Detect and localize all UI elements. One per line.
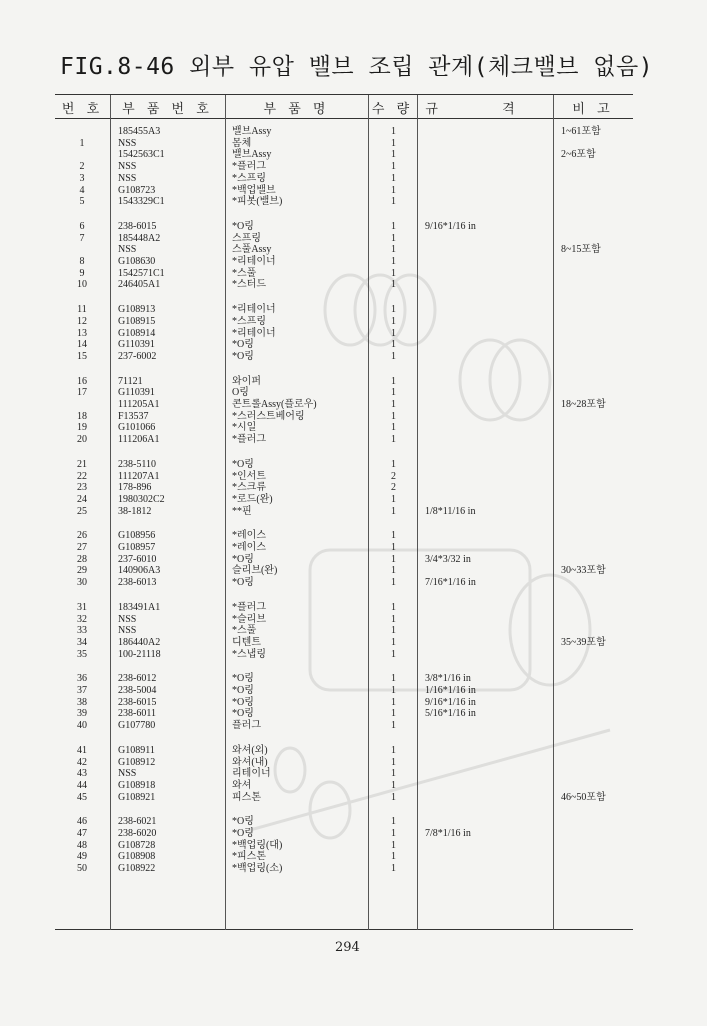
row-qty: 1 [391,184,396,196]
row-part-name: *스프링 [232,172,266,184]
row-qty: 1 [391,327,396,339]
row-spec: 9/16*1/16 in [425,220,476,232]
row-no: 50 [77,863,87,875]
row-remark: 1~61포함 [561,126,601,137]
row-no: 6 [79,220,85,232]
row-remark: 35~39포함 [561,636,606,648]
row-part-no: G101066 [118,422,156,434]
row-no: 4 [79,184,85,196]
row-no: 31 [77,601,87,613]
header-qty: 수 량 [371,102,414,117]
row-no: 1 [79,137,85,149]
row-part-no: G108911 [118,744,155,756]
row-no: 49 [77,851,87,863]
row-part-name: 피스톤 [232,791,261,803]
row-qty: 1 [391,387,396,399]
row-part-name: *리테이너 [232,304,276,316]
row-part-no: 71121 [118,375,143,387]
row-part-no: G108912 [118,756,156,768]
column-divider [110,95,111,930]
row-part-name: *백업밸브 [232,184,276,196]
row-part-name: 밸브Assy [232,126,272,137]
row-part-no: 237-6002 [118,350,157,362]
row-qty: 1 [391,708,396,720]
row-part-no: G110391 [118,339,155,351]
header-bottom-rule [55,118,633,119]
row-part-name: *스프링 [232,315,266,327]
row-qty: 1 [391,613,396,625]
row-part-no: G108922 [118,863,156,875]
header-no: 번 호 [61,102,104,117]
row-qty: 1 [391,744,396,756]
row-qty: 1 [391,791,396,803]
header-part-name: 부 품 명 [263,102,330,117]
row-part-name: *O링 [232,220,254,232]
row-remark: 18~28포함 [561,399,606,410]
row-part-name: O링 [232,387,249,399]
row-no: 15 [77,350,87,362]
row-part-name: 플러그 [232,720,261,732]
row-part-name: *O링 [232,685,254,696]
row-part-no: G108918 [118,779,156,791]
row-part-name: *O링 [232,577,254,589]
row-part-no: NSS [118,244,137,256]
row-spec: 9/16*1/16 in [425,696,476,708]
row-no: 22 [77,470,87,482]
row-part-no: 186440A2 [118,636,161,648]
row-qty: 1 [391,553,396,565]
row-part-no: NSS [118,625,137,637]
row-qty: 1 [391,565,396,577]
column-divider [225,95,226,930]
row-qty: 1 [391,851,396,863]
row-part-no: G108913 [118,304,156,316]
row-part-name: *리테이너 [232,256,276,267]
row-part-name: *O링 [232,458,254,470]
row-no: 7 [79,232,85,244]
row-part-name: *스냅링 [232,648,266,660]
row-no: 21 [77,458,87,470]
row-no: 47 [77,828,87,839]
row-part-name: *피스톤 [232,851,266,863]
row-qty: 1 [391,375,396,387]
row-part-name: *스풀 [232,625,257,637]
row-no: 9 [79,267,85,279]
row-spec: 7/16*1/16 in [425,577,476,589]
header-spec: 규 격 [425,102,545,117]
row-qty: 1 [391,315,396,327]
row-no: 45 [77,791,87,803]
row-part-no: 238-6020 [118,828,157,839]
row-no: 32 [77,613,87,625]
row-part-name: *시일 [232,422,257,434]
row-part-no: 111205A1 [118,399,160,410]
row-part-name: *리테이너 [232,327,276,339]
row-part-no: G108914 [118,327,156,339]
row-part-no: 111207A1 [118,470,160,482]
row-qty: 1 [391,256,396,267]
table-bottom-rule [55,929,633,930]
row-part-name: *백업링(대) [232,839,283,851]
row-no: 46 [77,816,87,828]
row-no: 48 [77,839,87,851]
row-no: 43 [77,768,87,780]
row-part-name: *스풀 [232,267,257,279]
row-qty: 2 [391,482,396,494]
row-no: 13 [77,327,87,339]
row-no: 8 [79,256,85,267]
row-remark: 8~15포함 [561,244,601,256]
row-qty: 1 [391,232,396,244]
row-part-name: 와이퍼 [232,375,261,387]
row-qty: 1 [391,149,396,161]
row-part-no: 238-5004 [118,685,157,696]
row-qty: 1 [391,493,396,505]
row-part-name: 디텐트 [232,636,261,648]
row-part-no: 246405A1 [118,279,161,291]
row-qty: 1 [391,636,396,648]
row-part-no: 185455A3 [118,126,161,137]
row-part-no: 100-21118 [118,648,161,660]
row-part-name: *O링 [232,816,254,828]
row-part-no: 238-6013 [118,577,157,589]
row-no: 14 [77,339,87,351]
row-part-no: NSS [118,161,137,173]
row-part-no: G108908 [118,851,156,863]
header-part-no: 부 품 번 호 [122,102,213,117]
row-part-name: 몸체 [232,137,252,149]
row-no: 19 [77,422,87,434]
row-no: 12 [77,315,87,327]
row-qty: 1 [391,768,396,780]
row-no: 39 [77,708,87,720]
row-part-name: *인서트 [232,470,266,482]
row-qty: 1 [391,673,396,685]
row-qty: 1 [391,577,396,589]
row-no: 30 [77,577,87,589]
row-no: 35 [77,648,87,660]
row-no: 20 [77,434,87,446]
row-qty: 1 [391,267,396,279]
row-no: 33 [77,625,87,637]
page-number: 294 [335,940,360,955]
row-spec: 3/8*1/16 in [425,673,471,685]
row-qty: 1 [391,244,396,256]
row-qty: 1 [391,542,396,553]
row-part-no: G107780 [118,720,156,732]
row-part-name: *스터드 [232,279,266,291]
row-no: 24 [77,493,87,505]
row-spec: 1/16*1/16 in [425,685,476,696]
row-part-name: *O링 [232,673,254,685]
row-part-name: *레이스 [232,530,266,542]
row-qty: 1 [391,530,396,542]
row-no: 10 [77,279,87,291]
header-remarks: 비 고 [572,102,614,117]
row-part-name: *레이스 [232,542,266,553]
row-part-no: 238-6011 [118,708,156,720]
row-qty: 1 [391,696,396,708]
row-part-name: 와셔(내) [232,756,268,768]
row-part-no: 238-6012 [118,673,157,685]
row-qty: 1 [391,350,396,362]
row-part-no: G108956 [118,530,156,542]
row-remark: 2~6포함 [561,149,596,161]
row-qty: 1 [391,863,396,875]
row-no: 37 [77,685,87,696]
table-top-rule [55,94,633,95]
row-no: 29 [77,565,87,577]
row-part-no: G108728 [118,839,156,851]
row-part-name: 밸브Assy [232,149,272,161]
row-part-no: NSS [118,768,137,780]
row-spec: 5/16*1/16 in [425,708,476,720]
row-no: 42 [77,756,87,768]
row-qty: 1 [391,410,396,422]
row-part-no: 38-1812 [118,505,152,517]
row-part-name: 스풀Assy [232,244,272,256]
row-part-no: 237-6010 [118,553,157,565]
row-part-name: *플러그 [232,161,266,173]
row-part-name: *스크류 [232,482,266,494]
row-qty: 1 [391,220,396,232]
row-no: 2 [79,161,85,173]
row-qty: 1 [391,422,396,434]
row-part-no: NSS [118,613,137,625]
row-no: 3 [79,172,85,184]
row-part-no: 238-5110 [118,458,156,470]
row-no: 18 [77,410,87,422]
row-part-no: 238-6021 [118,816,157,828]
page-title: FIG.8-46 외부 유압 밸브 조립 관계(체크밸브 없음) [60,54,654,80]
row-part-no: 111206A1 [118,434,160,446]
row-no: 23 [77,482,87,494]
row-part-no: 183491A1 [118,601,161,613]
row-part-name: 와셔 [232,779,252,791]
row-remark: 46~50포함 [561,791,606,803]
row-part-name: *로드(완) [232,493,273,505]
row-qty: 1 [391,279,396,291]
row-qty: 1 [391,601,396,613]
row-part-name: *피봇(밸브) [232,196,283,208]
row-qty: 1 [391,828,396,839]
row-qty: 1 [391,399,396,410]
row-part-no: NSS [118,137,137,149]
row-no: 36 [77,673,87,685]
row-part-name: 콘트롤Assy(플로우) [232,399,317,410]
row-qty: 1 [391,339,396,351]
row-no: 27 [77,542,87,553]
row-qty: 1 [391,720,396,732]
row-part-name: *O링 [232,350,254,362]
row-no: 40 [77,720,87,732]
row-part-no: 140906A3 [118,565,161,577]
row-qty: 2 [391,470,396,482]
row-part-no: 238-6015 [118,220,157,232]
row-no: 38 [77,696,87,708]
row-part-name: *플러그 [232,434,266,446]
row-qty: 1 [391,816,396,828]
row-part-no: G110391 [118,387,155,399]
row-qty: 1 [391,839,396,851]
row-part-no: G108915 [118,315,156,327]
row-qty: 1 [391,137,396,149]
row-part-name: *O링 [232,708,254,720]
row-qty: 1 [391,625,396,637]
row-part-no: 1542563C1 [118,149,165,161]
row-no: 11 [77,304,87,316]
row-no: 44 [77,779,87,791]
row-qty: 1 [391,685,396,696]
row-qty: 1 [391,779,396,791]
row-part-no: 1543329C1 [118,196,165,208]
row-part-no: G108957 [118,542,156,553]
row-no: 25 [77,505,87,517]
row-spec: 7/8*1/16 in [425,828,471,839]
row-part-no: 238-6015 [118,696,157,708]
row-no: 28 [77,553,87,565]
row-no: 26 [77,530,87,542]
row-part-name: *백업링(소) [232,863,283,875]
row-qty: 1 [391,126,396,137]
row-part-no: G108723 [118,184,156,196]
row-part-name: *플러그 [232,601,266,613]
row-qty: 1 [391,505,396,517]
row-spec: 3/4*3/32 in [425,553,471,565]
row-part-no: F13537 [118,410,149,422]
row-no: 5 [79,196,85,208]
row-qty: 1 [391,756,396,768]
row-no: 17 [77,387,87,399]
row-qty: 1 [391,648,396,660]
row-part-no: G108921 [118,791,156,803]
row-part-name: 리테이너 [232,768,271,780]
row-part-name: *O링 [232,553,254,565]
row-part-no: 1980302C2 [118,493,165,505]
row-qty: 1 [391,172,396,184]
row-no: 34 [77,636,87,648]
row-part-no: 1542571C1 [118,267,165,279]
row-spec: 1/8*11/16 in [425,505,476,517]
row-part-name: *O링 [232,696,254,708]
row-qty: 1 [391,434,396,446]
row-part-no: 185448A2 [118,232,161,244]
row-part-no: NSS [118,172,137,184]
row-part-name: 와셔(외) [232,744,268,756]
row-part-no: G108630 [118,256,156,267]
row-part-name: *슬리브 [232,613,266,625]
row-qty: 1 [391,161,396,173]
row-part-name: 슬리브(완) [232,565,278,577]
row-no: 41 [77,744,87,756]
row-part-no: 178-896 [118,482,152,494]
row-no: 16 [77,375,87,387]
row-part-name: 스프링 [232,232,261,244]
row-qty: 1 [391,304,396,316]
row-part-name: *O링 [232,828,254,839]
row-part-name: **핀 [232,505,252,517]
row-remark: 30~33포함 [561,565,606,577]
row-qty: 1 [391,196,396,208]
row-part-name: *스러스트베어링 [232,410,305,422]
row-qty: 1 [391,458,396,470]
row-part-name: *O링 [232,339,254,351]
